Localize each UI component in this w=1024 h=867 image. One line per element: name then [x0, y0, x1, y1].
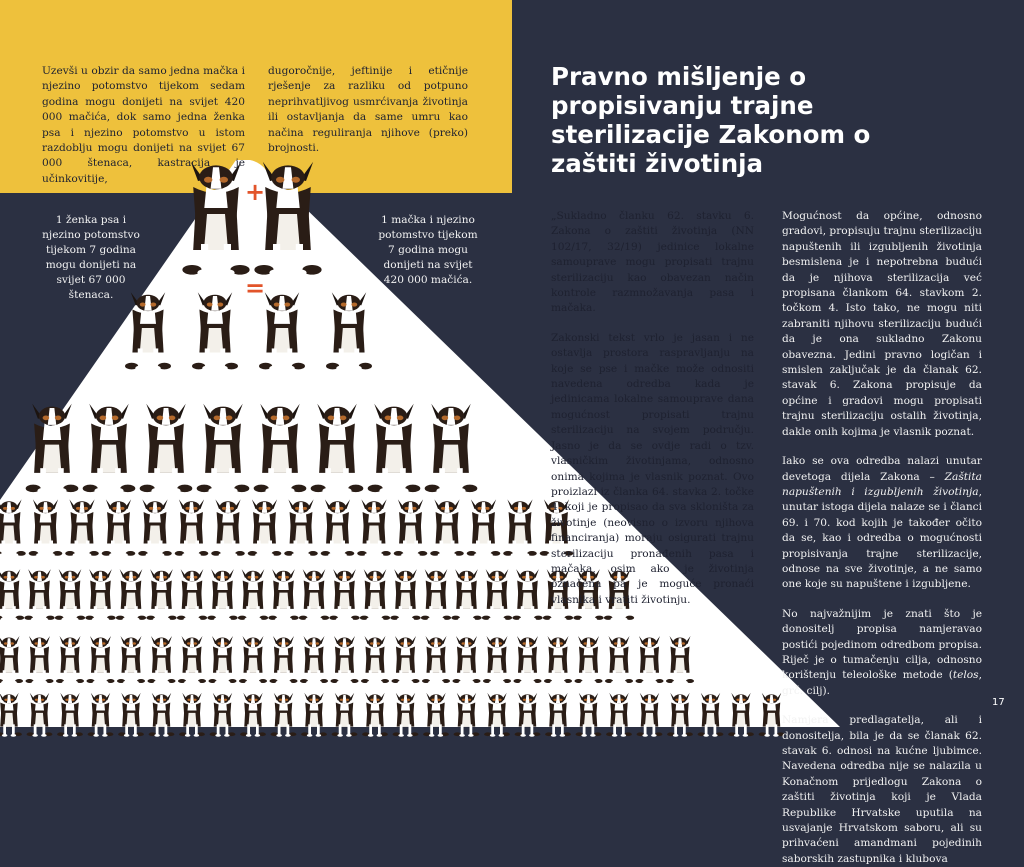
body-left-paragraph-2: Zakonski tekst vrlo je jasan i ne ostavlja prostora raspravljanju na koje se pse i mačke može odnositi navedena odredba kada je jedinicama lokalne samouprave dana mogućnost propisati trajnu sterilizaciju na svojem području. Jasno je da se ovdje radi o tzv. vlasničkim životinjama, odnosno onima kojima je vlasnik poznat. Ovo proizlazi iz članka 64. stavka 2. točke 4. koji je propisao da sva skloništa za životinje (neovisno o izvoru njihova financiranja) moraju osigurati trajnu sterilizaciju pronađenih pasa i mačaka, osim ako je životinja označena pa je moguće pronaći vlasnika i vratiti životinju. — [551, 331, 754, 606]
intro-column-2 — [268, 64, 468, 156]
intro-paragraph-1: Uzevši u obzir da samo jedna mačka i njezino potomstvo tijekom sedam godina mogu donijeti na svijet 420 000 mačića, dok samo jedna ženka psa i njezino potomstvo u istom razdoblju mogu donijeti na svijet 67 000 štenaca, kastracija je učinkovitije, — [42, 65, 245, 185]
body-right-paragraph-3: No najvažnijim je znati što je donositelj propisa namjeravao postići pojedinom odredbom propisa. Riječ je o tumačenju cilja, odnosno korištenju teleološke metode (telos, grč. cilj). — [782, 607, 982, 697]
body-right-paragraph-4: Namjera predlagatelja, ali i donositelja, bila je da se članak 62. stavak 6. odnosi na kućne ljubimce. Navedena odredba nije se nalazila u Konačnom prijedlogu Zakona o zaštiti životinja koji je Vlada Republike Hrvatske uputila na usvajanje Hrvatskom saboru, ali su prihvaćeni amandmani pojedinih saborskih zastupnika i klubova — [782, 714, 982, 865]
plus-sign: + — [244, 178, 266, 206]
body-column-left — [551, 209, 754, 608]
equals-sign: = — [244, 274, 266, 302]
body-column-right — [782, 209, 982, 867]
cat-caption: 1 mačka i njezino potomstvo tijekom 7 godina mogu donijeti na svijet 420 000 mačića. — [378, 214, 478, 286]
dog-caption: 1 ženka psa i njezino potomstvo tijekom 7 godina mogu donijeti na svijet 67 000 štenaca. — [42, 214, 140, 301]
page-title: Pravno mišljenje o propisivanju trajne sterilizacije Zakonom o zaštiti životinja — [551, 62, 871, 178]
body-right-paragraph-2: Iako se ova odredba nalazi unutar devetoga dijela Zakona – Zaštita napuštenih i izgubljenih životinja, unutar istoga dijela nalaze se i članci 69. i 70. kod kojih je također očito da se, kao i odredba o mogućnosti propisivanja trajne sterilizacije, odnose na sve životinje, a ne samo one koje su napuštene i izgubljene. — [782, 455, 982, 591]
intro-column-1 — [42, 64, 245, 187]
body-right-paragraph-1: Mogućnost da općine, odnosno gradovi, propisuju trajnu sterilizaciju napuštenih ili izgubljenih životinja besmislena je i nepotrebna budući da je njihova sterilizacija već propisana člankom 64. stavkom 2. točkom 4. Isto tako, ne mogu niti zabraniti njihovu sterilizaciju budući da je ona sukladno Zakonu obavezna. Jedini pravno logičan i smislen zaključak je da članak 62. stavak 6. Zakona propisuje da općine i gradovi mogu propisati trajnu sterilizaciju ostalih životinja, dakle onih kojima je vlasnik poznat. — [782, 210, 983, 438]
page-number: 17 — [992, 697, 1005, 708]
intro-paragraph-2: dugoročnije, jeftinije i etičnije rješenje za razliku od potpuno neprihvatljivog usmrćivanja životinja ili ostavljanja da same umru kao načina reguliranja njihove (preko) brojnosti. — [268, 65, 468, 155]
body-left-paragraph-1: „Sukladno članku 62. stavku 6. Zakona o zaštiti životinja (NN 102/17, 32/19) jedinice lokalne samouprave mogu propisati trajnu sterilizaciju kao obavezan način kontrole razmnožavanja pasa i mačaka. — [551, 210, 754, 315]
